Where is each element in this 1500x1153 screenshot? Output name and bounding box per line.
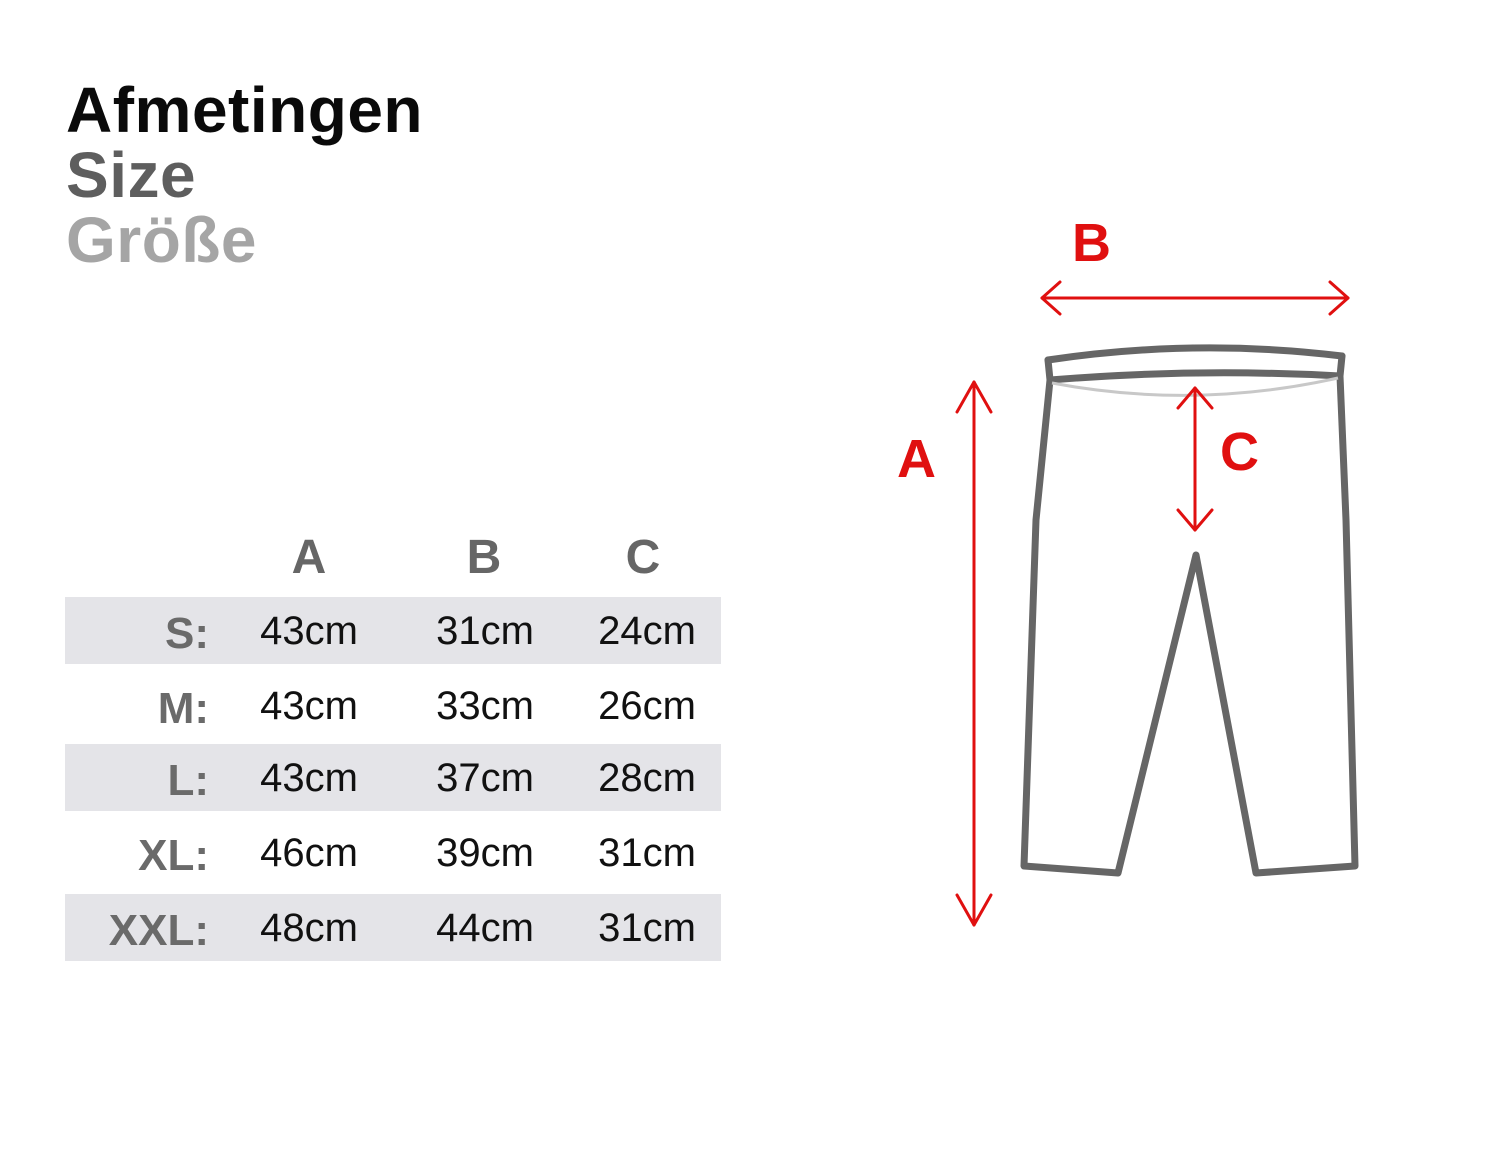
size-label: L: [167,756,209,805]
cell-b: 44cm [436,906,534,950]
cell-b: 37cm [436,756,534,800]
title-german: Größe [66,204,257,276]
table-row-s [65,597,721,664]
cell-b: 39cm [436,831,534,875]
cell-b: 33cm [436,684,534,728]
cell-a: 48cm [260,906,358,950]
cell-c: 31cm [598,906,696,950]
cell-a: 43cm [260,756,358,800]
table-row-m [65,672,721,739]
size-label: S: [165,609,209,658]
cell-c: 24cm [598,609,696,653]
dimension-b-arrow [1042,282,1348,314]
cell-c: 31cm [598,831,696,875]
cell-c: 26cm [598,684,696,728]
size-label: M: [157,684,209,733]
title-block [66,74,423,276]
dimension-c-arrow [1178,388,1212,530]
table-row-xxl [65,894,721,961]
dimension-a-arrow [957,382,991,925]
size-label: XL: [138,831,209,880]
title-english: Size [66,139,197,211]
cell-a: 46cm [260,831,358,875]
size-table [65,520,721,969]
title-dutch: Afmetingen [66,74,423,146]
dimension-label-c: C [1220,422,1259,482]
dimension-label-b: B [1072,213,1111,273]
waistband-inner-line [1052,378,1338,395]
column-header-b: B [466,531,502,584]
table-header [65,520,721,597]
cell-b: 31cm [436,609,534,653]
dimension-label-a: A [897,429,936,489]
pants-outline-icon [1024,348,1355,873]
cell-a: 43cm [260,684,358,728]
table-row-xl [65,819,721,886]
cell-c: 28cm [598,756,696,800]
cell-a: 43cm [260,609,358,653]
size-label: XXL: [108,906,209,955]
column-header-c: C [625,531,661,584]
table-row-l [65,744,721,811]
column-header-a: A [291,531,327,584]
